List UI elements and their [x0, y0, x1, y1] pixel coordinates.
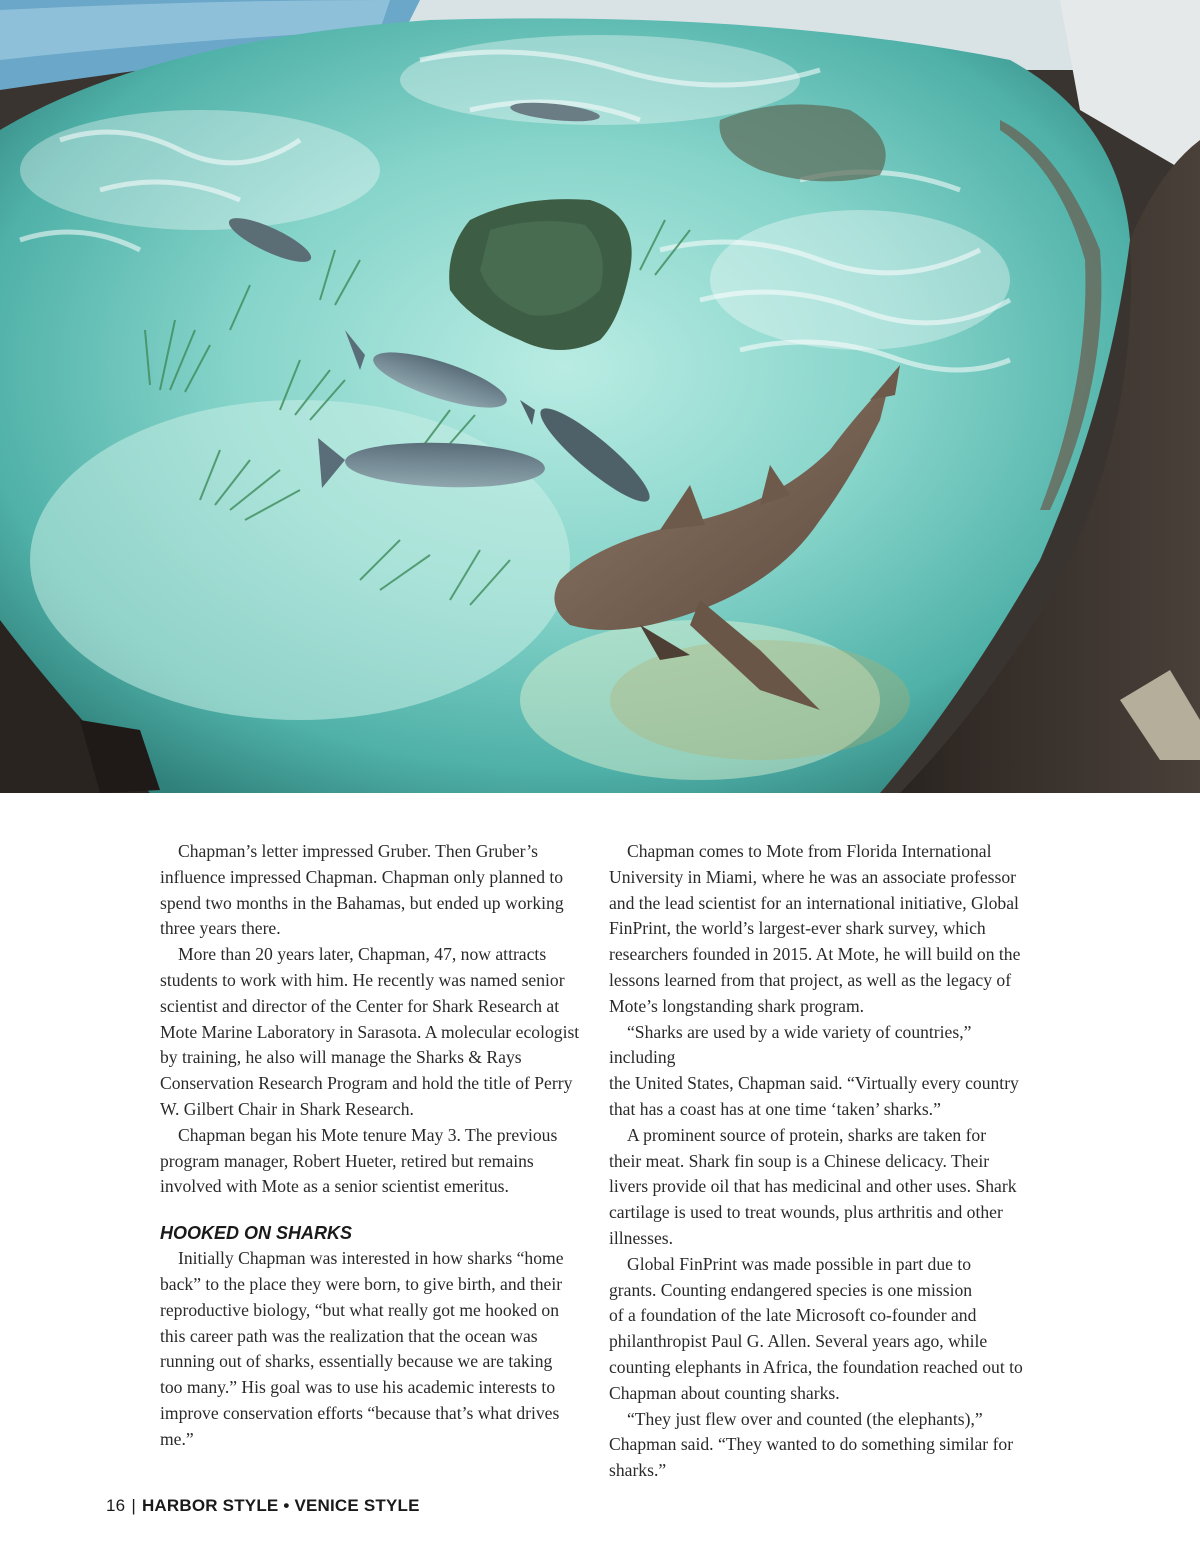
- text-line: Chapman’s letter impressed Gruber. Then Gruber’s: [178, 841, 538, 861]
- paragraph: [609, 1020, 1037, 1072]
- section-heading: HOOKED ON SHARKS: [160, 1223, 353, 1244]
- page-footer: [106, 1496, 420, 1516]
- text-line: too many.” His goal was to use his academic interests to: [160, 1377, 556, 1398]
- text-line: sharks.”: [609, 1460, 667, 1481]
- text-line: students to work with him. He recently was named senior: [160, 969, 565, 990]
- paragraph: [609, 1252, 1037, 1278]
- text-line: that has a coast has at one time ‘taken’ sharks.”: [609, 1098, 941, 1119]
- text-line: back” to the place they were born, to give birth, and their: [160, 1273, 563, 1294]
- paragraph: [609, 1278, 1037, 1407]
- text-line: involved with Mote as a senior scientist emeritus.: [160, 1176, 509, 1197]
- text-line: grants. Counting endangered species is one mission: [609, 1279, 973, 1300]
- text-line: Chapman comes to Mote from Florida International: [627, 841, 992, 861]
- text-line: this career path was the realization that the ocean was: [160, 1325, 538, 1346]
- paragraph: [160, 1246, 588, 1272]
- paragraph: [609, 839, 1037, 865]
- right-column: [609, 839, 1037, 1484]
- text-line: Initially Chapman was interested in how sharks “home: [178, 1248, 564, 1269]
- text-line: philanthropist Paul G. Allen. Several years ago, while: [609, 1331, 988, 1352]
- text-line: counting elephants in Africa, the foundation reached out to: [609, 1356, 1023, 1377]
- left-column: [160, 839, 588, 1453]
- paragraph: [160, 968, 588, 1123]
- text-line: Global FinPrint was made possible in part due to: [627, 1253, 972, 1274]
- text-line: program manager, Robert Hueter, retired but remains: [160, 1150, 534, 1171]
- publication-name: HARBOR STYLE • VENICE STYLE: [141, 1496, 420, 1515]
- text-line: FinPrint, the world’s largest-ever shark survey, which: [609, 918, 986, 939]
- text-line: spend two months in the Bahamas, but ended up working: [160, 892, 564, 913]
- paragraph: [160, 1149, 588, 1201]
- text-line: livers provide oil that has medicinal and other uses. Shark: [609, 1176, 1017, 1197]
- text-line: of a foundation of the late Microsoft co-founder and: [609, 1305, 977, 1326]
- paragraph: [609, 1071, 1037, 1123]
- text-line: by training, he also will manage the Sharks & Rays: [160, 1047, 522, 1068]
- text-line: me.”: [160, 1428, 194, 1449]
- paragraph: [160, 1123, 588, 1149]
- paragraph: [160, 1272, 588, 1453]
- text-line: Chapman began his Mote tenure May 3. The previous: [178, 1124, 558, 1145]
- text-line: the United States, Chapman said. “Virtually every country: [609, 1073, 1019, 1094]
- page-number: 16: [106, 1496, 126, 1515]
- text-line: Chapman said. “They wanted to do something similar for: [609, 1434, 1014, 1455]
- text-line: Mote’s longstanding shark program.: [609, 995, 865, 1016]
- text-line: W. Gilbert Chair in Shark Research.: [160, 1098, 414, 1119]
- text-line: illnesses.: [609, 1227, 674, 1248]
- footer-separator: |: [131, 1496, 136, 1515]
- paragraph: [160, 942, 588, 968]
- paragraph: [160, 891, 588, 943]
- text-line: “Sharks are used by a wide variety of countries,” including: [609, 1021, 972, 1068]
- paragraph: [609, 865, 1037, 1020]
- text-line: Conservation Research Program and hold the title of Perry: [160, 1073, 573, 1094]
- text-line: Chapman about counting sharks.: [609, 1382, 840, 1403]
- text-line: running out of sharks, essentially because we are taking: [160, 1351, 553, 1372]
- text-line: scientist and director of the Center for Shark Research at: [160, 995, 560, 1016]
- text-line: lessons learned from that project, as well as the legacy of: [609, 969, 1012, 990]
- paragraph: [609, 1149, 1037, 1252]
- text-line: reproductive biology, “but what really got me hooked on: [160, 1299, 560, 1320]
- paragraph: [609, 1407, 1037, 1433]
- text-line: “They just flew over and counted (the elephants),”: [627, 1408, 983, 1429]
- text-line: cartilage is used to treat wounds, plus arthritis and other: [609, 1202, 1003, 1223]
- paragraph: [609, 1432, 1037, 1484]
- text-line: A prominent source of protein, sharks are taken for: [627, 1124, 987, 1145]
- text-line: and the lead scientist for an international initiative, Global: [609, 892, 1019, 913]
- text-line: University in Miami, where he was an associate professor: [609, 866, 1016, 887]
- text-line: researchers founded in 2015. At Mote, he will build on the: [609, 944, 1021, 965]
- text-line: More than 20 years later, Chapman, 47, now attracts: [178, 944, 547, 965]
- text-line: three years there.: [160, 918, 281, 939]
- text-line: their meat. Shark fin soup is a Chinese delicacy. Their: [609, 1150, 990, 1171]
- text-line: improve conservation efforts “because that’s what drives: [160, 1402, 560, 1423]
- paragraph: [160, 839, 588, 891]
- paragraph: [609, 1123, 1037, 1149]
- text-line: influence impressed Chapman. Chapman only planned to: [160, 866, 564, 887]
- text-line: Mote Marine Laboratory in Sarasota. A molecular ecologist: [160, 1021, 580, 1042]
